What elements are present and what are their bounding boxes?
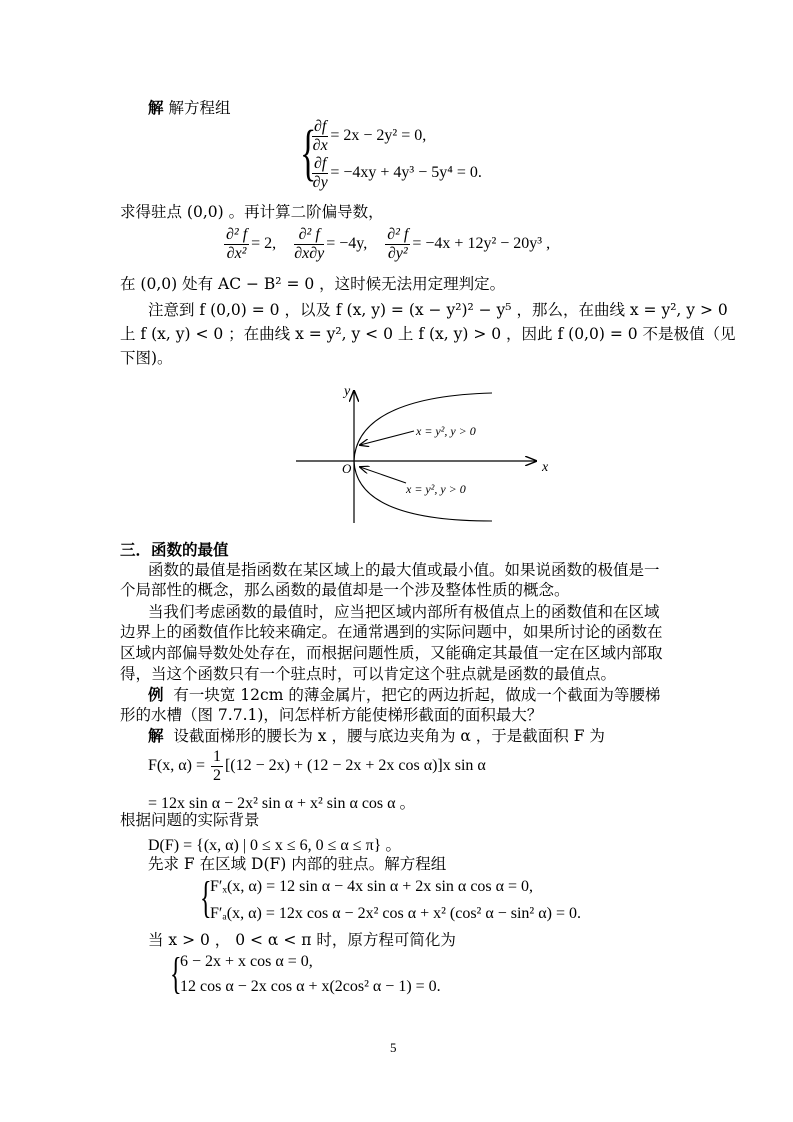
stationary-intro: 先求 F 在区域 D(F) 内部的驻点。解方程组	[148, 855, 447, 873]
stationary-point-text: 求得驻点 (0,0) 。再计算二阶偏导数，	[120, 203, 384, 221]
note-line-2: 上 f (x, y) < 0 ；在曲线 x = y², y < 0 上 f (x, y) > 0 ，因此 f (0,0) = 0 不是极值（见	[120, 325, 736, 343]
x-axis-label: x	[542, 460, 549, 475]
system2-eq2: F′ₐ(x, α) = 12x cos α − 2x² cos α + x² (cos² α − sin² α) = 0.	[210, 905, 581, 922]
section-title: 三．函数的最值	[120, 540, 229, 559]
note-line-1: 注意到 f (0,0) = 0 ，以及 f (x, y) = (x − y²)² − y⁵ ，那么，在曲线 x = y², y > 0	[148, 301, 728, 319]
lower-arrow	[360, 467, 406, 483]
system2-eq1: F′ₓ(x, α) = 12 sin α − 4x sin α + 2x sin α cos α = 0,	[210, 878, 534, 895]
area-formula: F(x, α) = $\frac{1}{2}$ [(12 − 2x) + (12 − 2x + 2x cos α)]x sin α	[148, 748, 486, 784]
condition-text: 当 x > 0 ， 0 < α < π 时，原方程可简化为	[148, 931, 456, 949]
note-line-3: 下图)。	[120, 349, 173, 367]
system3-eq1: 6 − 2x + x cos α = 0,	[180, 953, 313, 970]
upper-curve-label: x = y², y > 0	[416, 424, 476, 438]
system3-eq2: 12 cos α − 2x cos α + x(2cos² α − 1) = 0.	[180, 978, 441, 995]
solution-label: 解	[148, 98, 164, 117]
solution-text: 解方程组	[163, 99, 231, 117]
domain-formula: D(F) = {(x, α) | 0 ≤ x ≤ 6, 0 ≤ α ≤ π} 。	[148, 837, 402, 854]
para2-line4: 得，当这个函数只有一个驻点时，可以肯定这个驻点就是函数的最值点。	[120, 665, 617, 683]
system1-eq1: $\frac{\partial f}{\partial x}$ = 2x − 2y² = 0,	[312, 118, 427, 154]
upper-arrow	[360, 431, 414, 445]
page-number: 5	[390, 1040, 397, 1055]
solution-heading	[148, 98, 230, 118]
example-line2: 形的水槽（图 7.7.1)，问怎样析方能使梯形截面的面积最大？	[120, 706, 543, 724]
system3-brace: {	[170, 949, 182, 998]
area-formula-expanded: = 12x sin α − 2x² sin α + x² sin α cos α 。	[148, 795, 416, 812]
second-derivatives: $\frac{\text{∂² f}}{\text{∂x²}}$ = 2, $\frac{\text{∂² f}}{\partial x\partial y}$ = −4y, $\frac{\text{∂² f}}{\text{∂y²}}$ = −4x + 12y² − 20y³ ,	[226, 226, 551, 262]
ac-text: 在 (0,0) 处有 AC − B² = 0 ，这时候无法用定理判定。	[120, 275, 506, 293]
para1-line1: 函数的最值是指函数在某区域上的最大值或最小值。如果说函数的极值是一	[148, 561, 660, 579]
para2-line3: 区域内部偏导数处处存在，而根据问题性质，又能确定其最值一定在区域内部取	[120, 644, 663, 662]
system-brace: {	[300, 119, 317, 187]
curve-figure	[296, 383, 556, 528]
y-axis-label: y	[344, 384, 351, 399]
background-text: 根据问题的实际背景	[120, 811, 260, 829]
system2-brace: {	[200, 873, 212, 922]
origin-label: O	[342, 461, 352, 476]
solution2-label: 解	[148, 726, 164, 745]
example-line1: 例 有一块宽 12cm 的薄金属片，把它的两边折起，做成一个截面为等腰梯	[148, 685, 661, 704]
para2-line2: 边界上的函数值作比较来确定。在通常遇到的实际问题中，如果所讨论的函数在	[120, 623, 663, 641]
para1-line2: 个局部性的概念，那么函数的最值却是一个涉及整体性质的概念。	[120, 581, 570, 599]
solution2-line: 解 设截面梯形的腰长为 x ，腰与底边夹角为 α ，于是截面积 F 为	[148, 726, 605, 745]
example-label: 例	[148, 685, 164, 704]
lower-curve-label: x = y², y > 0	[406, 482, 466, 496]
system1-eq2: $\frac{\partial f}{\partial y}$ = −4xy + 4y³ − 5y⁴ = 0.	[312, 155, 482, 191]
para2-line1: 当我们考虑函数的最值时，应当把区域内部所有极值点上的函数值和在区域	[148, 603, 660, 621]
